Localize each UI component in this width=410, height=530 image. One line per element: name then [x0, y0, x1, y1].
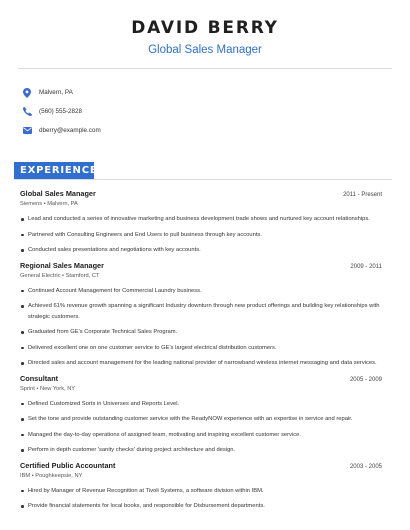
job-entry-title: Consultant	[20, 373, 59, 383]
envelope-icon	[22, 126, 32, 136]
job-entry-title: Certified Public Accountant	[20, 460, 116, 470]
bullet-item: Delivered excellent one on one customer service to GE's largest electrical distribution customers.	[20, 343, 382, 354]
person-name: DAVID BERRY	[131, 18, 279, 38]
job-bullets	[20, 214, 382, 256]
job-entry	[20, 374, 382, 456]
job-entry-company: IBM • Poughkeepsie, NY	[20, 472, 83, 479]
phone-icon	[22, 107, 32, 117]
job-entry-dates: 2011 - Present	[343, 192, 382, 198]
bullet-item: Achieved 61% revenue growth spanning a significant Industry downturn through new product offerings and building key relationships with strategic customers.	[20, 301, 382, 322]
job-bullets	[20, 399, 382, 456]
job-bullets	[20, 286, 382, 369]
job-entry-company: Sprint • New York, NY	[20, 385, 76, 392]
bullet-item: Directed sales and account management for the leading national provider of narrowband wireless internet messaging and data services.	[20, 358, 382, 369]
location-text: Malvern, PA	[39, 89, 73, 96]
job-entry-company: General Electric • Stamford, CT	[20, 272, 100, 279]
section-divider	[14, 179, 392, 180]
phone-text: (560) 555-2828	[39, 108, 83, 115]
experience-list	[20, 189, 382, 517]
resume-header	[0, 18, 410, 57]
bullet-item: Hired by Manager of Revenue Recognition at Tivoli Systems, a software division within IBM.	[20, 486, 382, 497]
header-divider	[18, 68, 392, 69]
bullet-item: Provide financial statements for local books, and responsible for Disbursement departments.	[20, 501, 382, 512]
job-entry	[20, 461, 382, 512]
job-entry-title: Global Sales Manager	[20, 189, 96, 198]
contact-email	[22, 121, 101, 140]
bullet-item: Managed the day-to-day operations of assigned team, motivating and inspiring excellent customer service.	[20, 430, 382, 441]
contact-list	[22, 83, 101, 140]
job-entry-dates: 2009 - 2011	[350, 263, 382, 270]
bullet-item: Partnered with Consulting Engineers and End Users to pull business through key accounts.	[20, 230, 382, 241]
contact-location	[22, 83, 101, 102]
job-entry-dates: 2003 - 2005	[349, 463, 382, 470]
job-bullets	[20, 486, 382, 512]
map-pin-icon	[22, 88, 32, 98]
contact-phone	[22, 102, 101, 121]
bullet-item: Graduated from GE's Corporate Technical Sales Program.	[20, 327, 382, 338]
job-entry	[20, 189, 382, 256]
job-entry-company: Siemens • Malvern, PA	[20, 201, 78, 207]
bullet-item: Conducted sales presentations and negotiations with key accounts.	[20, 245, 382, 256]
job-entry	[20, 261, 382, 369]
bullet-item: Set the tone and provide outstanding customer service with the ReadyNOW experience with an expertise in service and repair.	[20, 414, 382, 425]
email-text[interactable]: dberry@example.com	[39, 127, 101, 134]
section-heading-experience: EXPERIENCE	[14, 162, 94, 179]
bullet-item: Continued Account Management for Commercial Laundry business.	[20, 286, 382, 297]
bullet-item: Perform in depth customer 'sanity checks' during project architecture and design.	[20, 445, 382, 456]
job-entry-dates: 2005 - 2009	[349, 376, 382, 383]
job-title: Global Sales Manager	[148, 44, 262, 56]
bullet-item: Lead and conducted a series of innovative marketing and business development trade shows and nurtured key account relationships.	[20, 214, 382, 225]
job-entry-title: Regional Sales Manager	[20, 260, 104, 270]
bullet-item: Defined Customized Sorts in Universes and Reports Level.	[20, 399, 382, 410]
